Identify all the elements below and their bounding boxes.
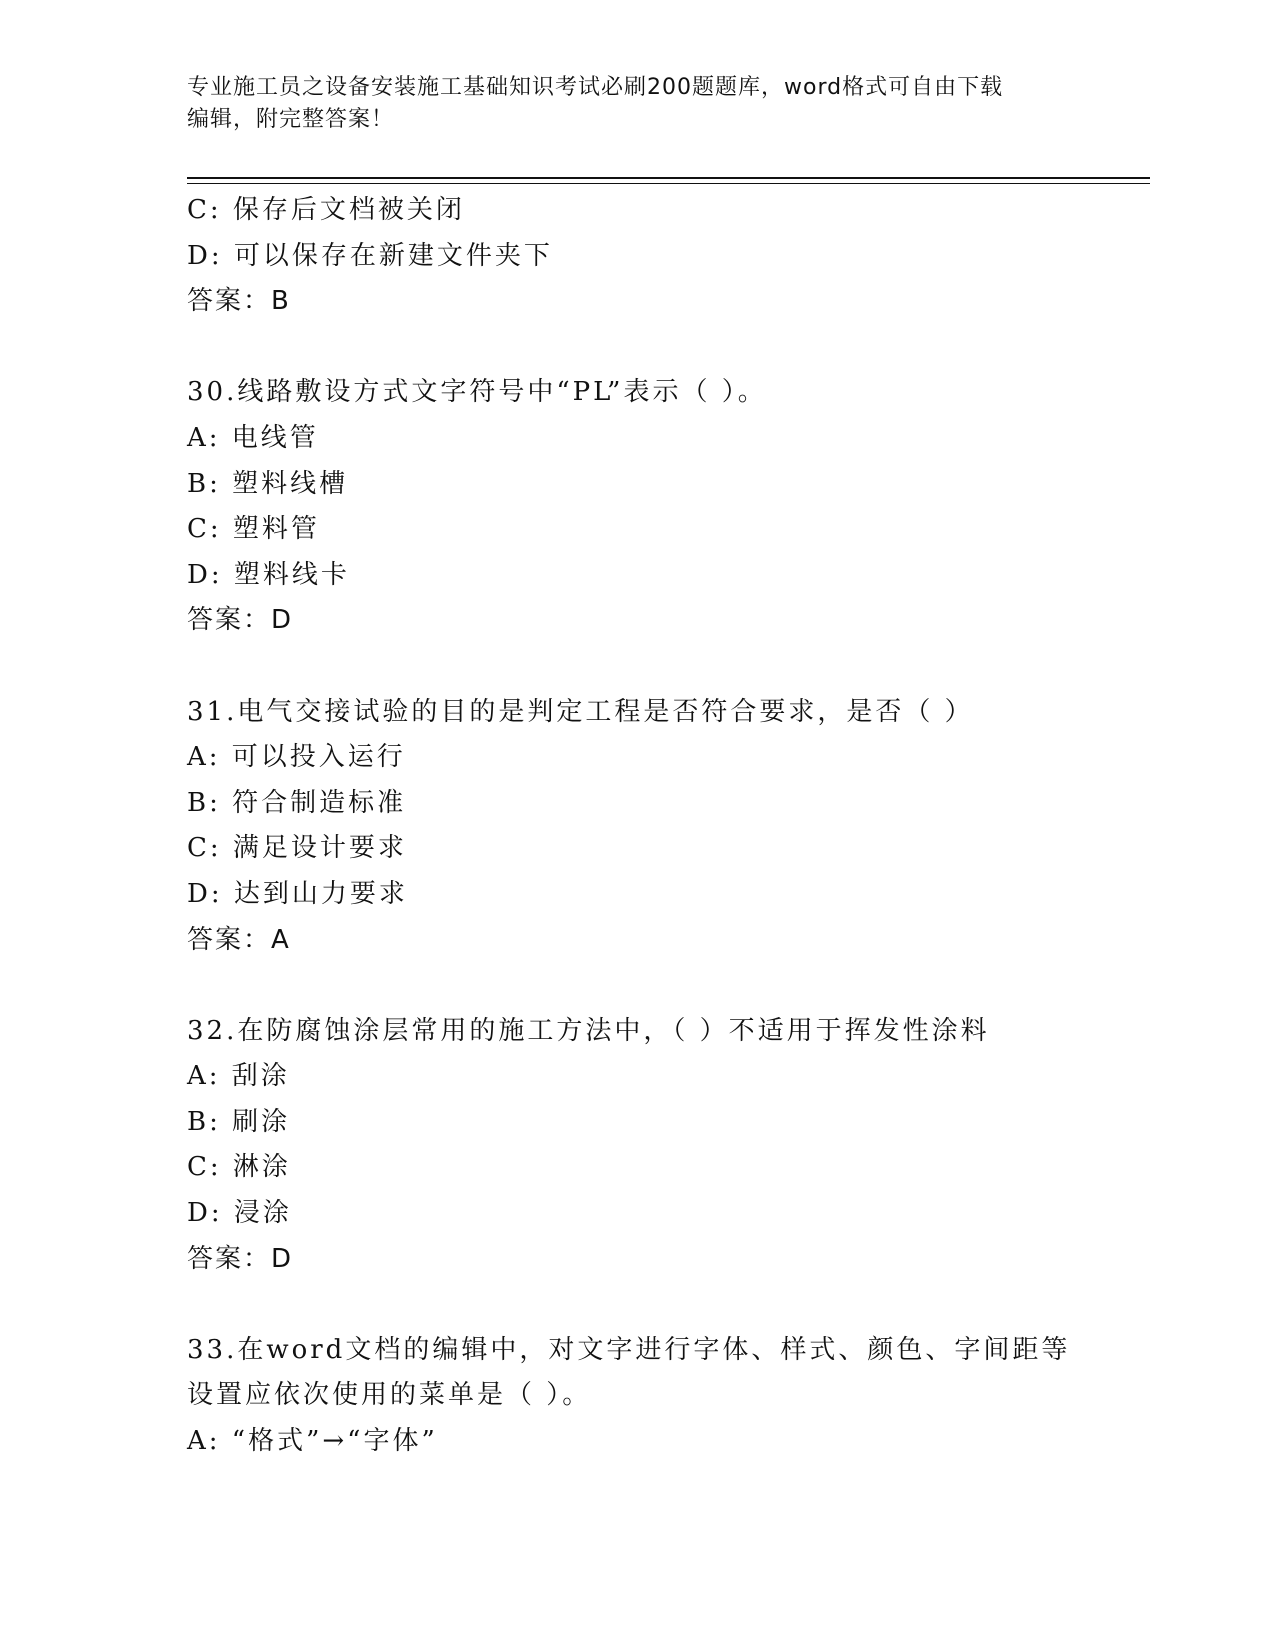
- option-d: D: 塑料线卡: [187, 559, 350, 590]
- question-stem: 31.电气交接试验的目的是判定工程是否符合要求，是否（ ）: [187, 696, 974, 727]
- spacer: [187, 644, 1127, 690]
- question-33: [187, 1328, 1127, 1465]
- question-stem-continued: 设置应依次使用的菜单是（ ）。: [187, 1380, 592, 1411]
- question-30: [187, 370, 1127, 644]
- option-b: B: 塑料线槽: [187, 468, 349, 499]
- option-c: C: 满足设计要求: [187, 833, 407, 864]
- document-header: [187, 72, 1087, 136]
- question-list: [187, 188, 1127, 1465]
- option-d: D: 达到山力要求: [187, 878, 408, 909]
- spacer: [187, 963, 1127, 1009]
- question-carryover: [187, 188, 1127, 325]
- option-c: C: 淋涂: [187, 1152, 291, 1183]
- answer-line: 答案：B: [187, 286, 291, 317]
- option-a: A: 电线管: [187, 422, 319, 453]
- option-d: D: 浸涂: [187, 1198, 292, 1229]
- answer-line: 答案：D: [187, 1243, 294, 1274]
- header-line: 编辑，附完整答案！: [187, 107, 395, 132]
- option-c: C: 塑料管: [187, 514, 320, 545]
- question-31: [187, 690, 1127, 964]
- answer-line: 答案：A: [187, 924, 291, 955]
- option-a: A: 刮涂: [187, 1061, 290, 1092]
- option-b: B: 符合制造标准: [187, 787, 407, 818]
- answer-line: 答案：D: [187, 605, 294, 636]
- spacer: [187, 325, 1127, 371]
- header-line: 专业施工员之设备安装施工基础知识考试必刷200题题库，word格式可自由下载: [187, 75, 1004, 100]
- option-d: D: 可以保存在新建文件夹下: [187, 240, 553, 271]
- question-stem: 32.在防腐蚀涂层常用的施工方法中，（ ）不适用于挥发性涂料: [187, 1015, 990, 1046]
- question-stem: 33.在word文档的编辑中，对文字进行字体、样式、颜色、字间距等: [187, 1334, 1071, 1365]
- spacer: [187, 1282, 1127, 1328]
- option-c: C: 保存后文档被关闭: [187, 195, 465, 225]
- question-32: [187, 1009, 1127, 1283]
- header-divider-thin: [187, 183, 1150, 184]
- option-a: A: “格式”→“字体”: [187, 1426, 438, 1457]
- option-b: B: 刷涂: [187, 1106, 291, 1137]
- question-stem: 30.线路敷设方式文字符号中“PL”表示（ ）。: [187, 377, 767, 408]
- option-a: A: 可以投入运行: [187, 742, 406, 773]
- header-divider: [187, 177, 1150, 179]
